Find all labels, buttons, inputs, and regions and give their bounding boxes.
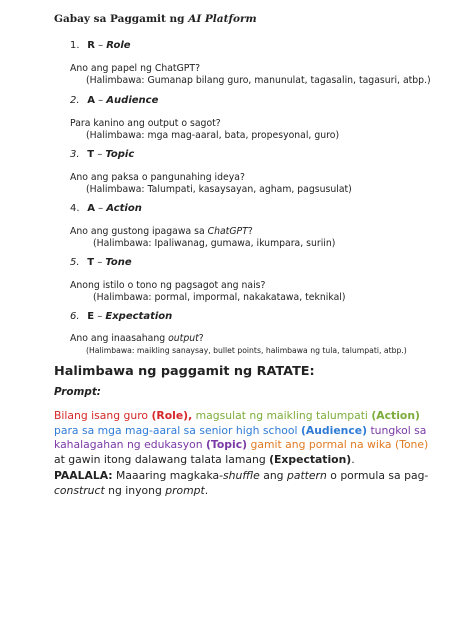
question-emphasis: output [168,333,199,344]
title-prefix: Gabay sa Paggamit ng [54,13,189,25]
note-label: PAALALA: [54,469,113,482]
section-title: Halimbawa ng paggamit ng RATATE: [54,364,315,379]
item-example: (Halimbawa: pormal, impormal, nakakatawa, teknikal) [93,292,346,303]
item-keyword: Tone [105,257,132,268]
note-emphasis: construct [54,483,105,497]
item-example: (Halimbawa: Talumpati, kasaysayan, agham, pagsusulat) [86,184,352,195]
ratate-item-expectation [70,311,172,322]
item-keyword: Role [106,40,131,51]
ratate-item-topic [70,149,134,160]
note-emphasis: prompt [165,483,205,497]
note-text: o pormula sa pag- [326,469,429,482]
prompt-segment: magsulat ng maikling talumpati [192,409,372,422]
note-text: ang [259,469,287,482]
item-keyword: Action [106,203,142,214]
prompt-segment: para sa mga mag-aaral sa senior high school [54,423,301,437]
note-emphasis: pattern [286,469,327,482]
prompt-segment: gamit ang pormal na wika [247,438,395,451]
item-letter: A [87,203,95,214]
note-text: Maaaring magkaka- [112,469,224,482]
question-text: Ano ang inaasahang [70,333,169,344]
question-end: ? [247,226,253,237]
role-tag: (Role), [151,409,193,422]
item-example: (Halimbawa: maikling sanaysay, bullet points, halimbawa ng tula, talumpati, atbp.) [86,346,407,355]
item-question [70,226,253,237]
item-keyword: Audience [106,95,159,106]
item-letter: T [87,149,95,160]
item-keyword: Topic [105,149,135,160]
item-example: (Halimbawa: Ipaliwanag, gumawa, ikumpara, suriin) [93,238,336,249]
item-question: Para kanino ang output o sagot? [70,118,221,129]
prompt-segment: Bilang isang guro [54,409,152,422]
item-dash: – [94,203,107,214]
item-letter: E [87,311,95,322]
item-letter: T [87,257,95,268]
document-title [54,13,257,25]
item-letter: A [87,95,95,106]
ratate-item-role [70,40,131,51]
item-question: Ano ang paksa o pangunahing ideya? [70,172,245,183]
item-number: 2. [70,95,80,106]
expectation-tag: (Expectation) [269,452,352,466]
item-dash: – [94,311,106,322]
item-letter: R [87,40,95,51]
item-question: Ano ang papel ng ChatGPT? [70,63,200,74]
ratate-item-audience [70,95,158,106]
note-emphasis: shuffle [223,469,260,482]
tone-tag: (Tone) [394,438,429,451]
topic-tag: (Topic) [206,438,248,451]
note-text: ng inyong [104,483,166,497]
note-text: . [204,483,209,497]
prompt-label: Prompt: [54,386,101,398]
item-dash: – [94,95,107,106]
action-tag: (Action) [371,409,420,422]
audience-tag: (Audience) [300,423,368,437]
ratate-item-action [70,203,142,214]
item-example: (Halimbawa: Gumanap bilang guro, manunulat, tagasalin, tagasuri, atbp.) [86,75,431,86]
ratate-item-tone [70,257,132,268]
prompt-segment: at gawin itong dalawang talata lamang [54,452,270,466]
prompt-example [54,409,434,467]
item-dash: – [94,257,106,268]
reminder-note [54,469,434,498]
item-question: Anong istilo o tono ng pagsagot ang nais? [70,280,266,291]
item-keyword: Expectation [105,311,173,322]
item-number: 1. [70,40,80,51]
question-end: ? [198,333,204,344]
item-example: (Halimbawa: mga mag-aaral, bata, propesyonal, guro) [86,130,340,141]
item-question [70,333,204,344]
item-dash: – [94,40,107,51]
item-number: 5. [70,257,80,268]
prompt-segment: tungkol sa kahalagahan ng edukasyon [54,423,427,451]
item-number: 3. [70,149,80,160]
prompt-end: . [351,452,355,466]
question-text: Ano ang gustong ipagawa sa [70,226,208,237]
title-emphasis: AI Platform [188,13,257,25]
question-emphasis: ChatGPT [207,226,248,237]
item-number: 6. [70,311,80,322]
item-number: 4. [70,203,80,214]
item-dash: – [94,149,106,160]
